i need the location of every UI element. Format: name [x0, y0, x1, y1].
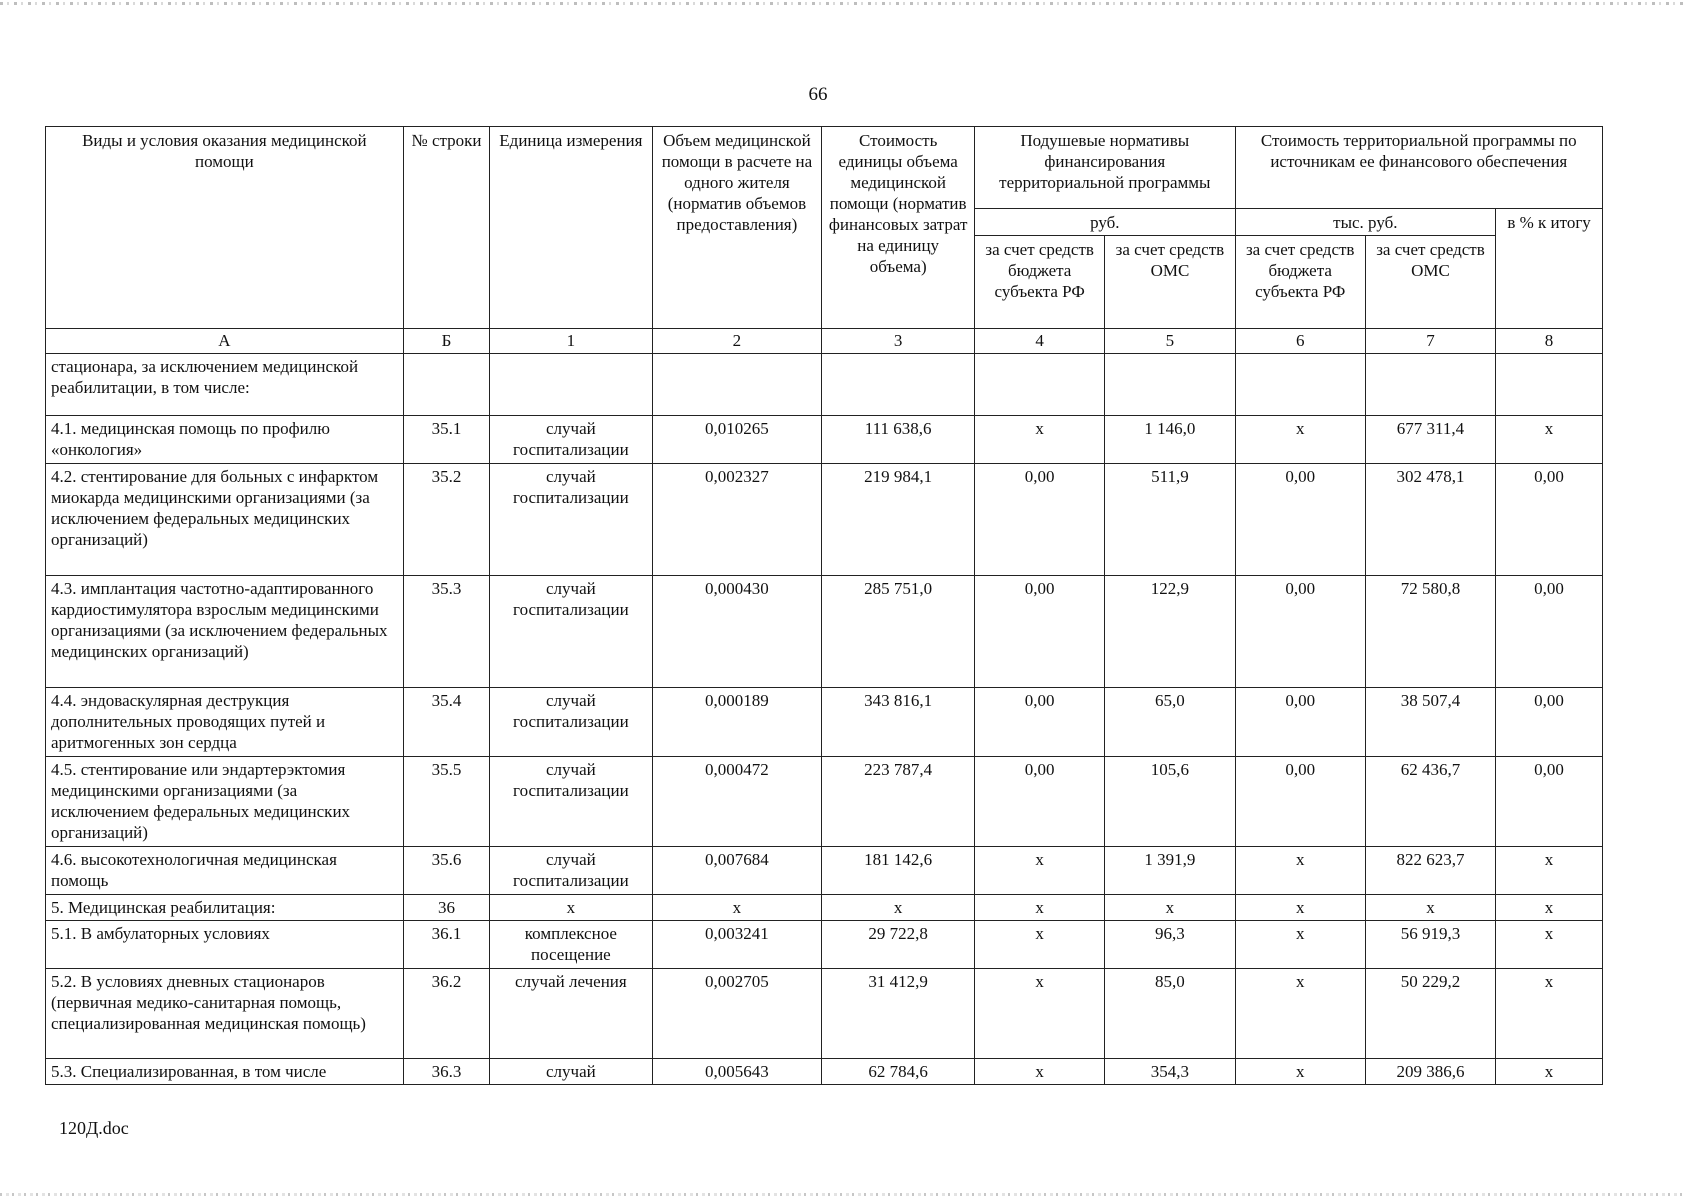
row-oms-thous: 677 311,4	[1365, 416, 1495, 464]
row-oms-thous: 38 507,4	[1365, 688, 1495, 757]
column-letter: 2	[652, 329, 822, 354]
column-letter: 7	[1365, 329, 1495, 354]
row-percent: x	[1496, 847, 1603, 895]
row-name: 5.3. Специализированная, в том числе	[46, 1059, 404, 1085]
financing-table	[45, 126, 1603, 1085]
row-oms-thous: 302 478,1	[1365, 464, 1495, 576]
header-unit-cost: Стоимость единицы объема медицинской помощи (норматив финансовых затрат на единицу объема)	[822, 127, 975, 329]
row-budget-rub: 0,00	[975, 688, 1105, 757]
header-budget-rub: за счет средств бюджета субъекта РФ	[975, 236, 1105, 329]
row-budget-thous: x	[1235, 895, 1365, 921]
row-oms-rub: 85,0	[1105, 969, 1235, 1059]
header-budget-thous: за счет средств бюджета субъекта РФ	[1235, 236, 1365, 329]
row-budget-thous	[1235, 354, 1365, 416]
row-line-number: 35.4	[403, 688, 489, 757]
row-name: 4.5. стентирование или эндартерэктомия медицинскими организациями (за исключением федеральных медицинских организаций)	[46, 757, 404, 847]
row-line-number: 36.1	[403, 921, 489, 969]
column-letter: Б	[403, 329, 489, 354]
header-percent-of-total: в % к итогу	[1496, 209, 1603, 329]
row-budget-thous: x	[1235, 416, 1365, 464]
header-volume: Объем медицинской помощи в расчете на одного жителя (норматив объемов предоставления)	[652, 127, 822, 329]
row-unit: случай госпитализации	[490, 464, 652, 576]
header-oms-rub: за счет средств ОМС	[1105, 236, 1235, 329]
row-oms-rub: 1 146,0	[1105, 416, 1235, 464]
row-name: 4.3. имплантация частотно-адаптированного кардиостимулятора взрослым медицинскими организациями (за исключением федеральных медицинских организаций)	[46, 576, 404, 688]
header-oms-thous: за счет средств ОМС	[1365, 236, 1495, 329]
row-line-number: 35.6	[403, 847, 489, 895]
header-thous-rub: тыс. руб.	[1235, 209, 1496, 236]
row-oms-thous: 56 919,3	[1365, 921, 1495, 969]
row-line-number: 35.2	[403, 464, 489, 576]
scan-edge-top	[0, 2, 1686, 5]
table-row	[46, 576, 1603, 688]
table-row	[46, 757, 1603, 847]
row-oms-thous: 72 580,8	[1365, 576, 1495, 688]
row-volume: 0,002327	[652, 464, 822, 576]
row-percent: x	[1496, 969, 1603, 1059]
row-budget-thous: x	[1235, 1059, 1365, 1085]
row-unit: случай госпитализации	[490, 416, 652, 464]
row-percent: 0,00	[1496, 464, 1603, 576]
row-volume: 0,007684	[652, 847, 822, 895]
row-budget-rub	[975, 354, 1105, 416]
row-volume: 0,005643	[652, 1059, 822, 1085]
row-unit: комплексное посещение	[490, 921, 652, 969]
row-budget-thous: x	[1235, 847, 1365, 895]
row-oms-rub: 65,0	[1105, 688, 1235, 757]
table-row	[46, 921, 1603, 969]
row-budget-rub: x	[975, 1059, 1105, 1085]
table-row	[46, 464, 1603, 576]
row-oms-thous: 50 229,2	[1365, 969, 1495, 1059]
row-volume: 0,003241	[652, 921, 822, 969]
table-row	[46, 969, 1603, 1059]
row-oms-rub: 105,6	[1105, 757, 1235, 847]
row-unit: случай госпитализации	[490, 576, 652, 688]
row-oms-thous: x	[1365, 895, 1495, 921]
row-volume: x	[652, 895, 822, 921]
row-volume: 0,000430	[652, 576, 822, 688]
row-oms-rub: 354,3	[1105, 1059, 1235, 1085]
row-line-number	[403, 354, 489, 416]
row-oms-rub: 1 391,9	[1105, 847, 1235, 895]
column-letter: 3	[822, 329, 975, 354]
row-line-number: 35.3	[403, 576, 489, 688]
row-oms-thous	[1365, 354, 1495, 416]
table-row	[46, 688, 1603, 757]
row-oms-rub: 122,9	[1105, 576, 1235, 688]
row-budget-thous: 0,00	[1235, 688, 1365, 757]
row-line-number: 35.5	[403, 757, 489, 847]
row-name: стационара, за исключением медицинской реабилитации, в том числе:	[46, 354, 404, 416]
row-line-number: 35.1	[403, 416, 489, 464]
row-percent: 0,00	[1496, 688, 1603, 757]
row-unit: случай госпитализации	[490, 688, 652, 757]
row-budget-rub: 0,00	[975, 757, 1105, 847]
row-budget-rub: x	[975, 921, 1105, 969]
row-budget-thous: 0,00	[1235, 464, 1365, 576]
table-row	[46, 895, 1603, 921]
row-percent: x	[1496, 416, 1603, 464]
row-percent	[1496, 354, 1603, 416]
row-name: 5.2. В условиях дневных стационаров (первичная медико-санитарная помощь, специализированная медицинская помощь)	[46, 969, 404, 1059]
row-volume: 0,010265	[652, 416, 822, 464]
row-budget-rub: x	[975, 416, 1105, 464]
row-volume: 0,002705	[652, 969, 822, 1059]
row-oms-thous: 822 623,7	[1365, 847, 1495, 895]
row-oms-thous: 62 436,7	[1365, 757, 1495, 847]
row-unit-cost: 343 816,1	[822, 688, 975, 757]
header-line-number: № строки	[403, 127, 489, 329]
row-unit: случай лечения	[490, 969, 652, 1059]
row-unit-cost	[822, 354, 975, 416]
row-budget-thous: 0,00	[1235, 576, 1365, 688]
scan-edge-bottom	[0, 1193, 1686, 1196]
row-name: 4.1. медицинская помощь по профилю «онкология»	[46, 416, 404, 464]
column-letter: 6	[1235, 329, 1365, 354]
row-volume: 0,000189	[652, 688, 822, 757]
row-budget-rub: x	[975, 895, 1105, 921]
row-volume: 0,000472	[652, 757, 822, 847]
row-unit-cost: 31 412,9	[822, 969, 975, 1059]
row-oms-rub	[1105, 354, 1235, 416]
row-unit-cost: x	[822, 895, 975, 921]
column-letter: 8	[1496, 329, 1603, 354]
row-percent: 0,00	[1496, 757, 1603, 847]
column-letter: 5	[1105, 329, 1235, 354]
row-budget-thous: 0,00	[1235, 757, 1365, 847]
header-program-cost: Стоимость территориальной программы по источникам ее финансового обеспечения	[1235, 127, 1602, 209]
column-letter: 1	[490, 329, 652, 354]
row-budget-rub: x	[975, 847, 1105, 895]
row-budget-rub: x	[975, 969, 1105, 1059]
row-unit-cost: 111 638,6	[822, 416, 975, 464]
row-unit: случай госпитализации	[490, 757, 652, 847]
column-letter: 4	[975, 329, 1105, 354]
row-oms-rub: 96,3	[1105, 921, 1235, 969]
row-name: 4.4. эндоваскулярная деструкция дополнительных проводящих путей и аритмогенных зон сердца	[46, 688, 404, 757]
table-row	[46, 354, 1603, 416]
row-budget-thous: x	[1235, 921, 1365, 969]
row-name: 4.2. стентирование для больных с инфарктом миокарда медицинскими организациями (за исключением федеральных медицинских организаций)	[46, 464, 404, 576]
header-per-capita-norms: Подушевые нормативы финансирования территориальной программы	[975, 127, 1236, 209]
header-row-top	[46, 127, 1603, 209]
header-kinds-of-care: Виды и условия оказания медицинской помощи	[46, 127, 404, 329]
row-line-number: 36	[403, 895, 489, 921]
row-oms-rub: 511,9	[1105, 464, 1235, 576]
row-unit: случай госпитализации	[490, 847, 652, 895]
row-unit-cost: 181 142,6	[822, 847, 975, 895]
table-row	[46, 847, 1603, 895]
row-unit-cost: 219 984,1	[822, 464, 975, 576]
row-unit-cost: 29 722,8	[822, 921, 975, 969]
row-name: 4.6. высокотехнологичная медицинская помощь	[46, 847, 404, 895]
table-row	[46, 1059, 1603, 1085]
row-unit-cost: 223 787,4	[822, 757, 975, 847]
row-line-number: 36.3	[403, 1059, 489, 1085]
column-letter: А	[46, 329, 404, 354]
row-budget-thous: x	[1235, 969, 1365, 1059]
row-oms-rub: x	[1105, 895, 1235, 921]
row-unit: случай	[490, 1059, 652, 1085]
header-rub: руб.	[975, 209, 1236, 236]
row-percent: 0,00	[1496, 576, 1603, 688]
column-letters-row	[46, 329, 1603, 354]
row-name: 5.1. В амбулаторных условиях	[46, 921, 404, 969]
row-line-number: 36.2	[403, 969, 489, 1059]
footer-filename: 120Д.doc	[59, 1118, 129, 1138]
row-unit	[490, 354, 652, 416]
row-volume	[652, 354, 822, 416]
page-number: 66	[808, 84, 828, 105]
row-percent: x	[1496, 1059, 1603, 1085]
row-name: 5. Медицинская реабилитация:	[46, 895, 404, 921]
row-unit-cost: 285 751,0	[822, 576, 975, 688]
table-row	[46, 416, 1603, 464]
row-oms-thous: 209 386,6	[1365, 1059, 1495, 1085]
row-budget-rub: 0,00	[975, 464, 1105, 576]
row-unit-cost: 62 784,6	[822, 1059, 975, 1085]
row-percent: x	[1496, 921, 1603, 969]
header-unit: Единица измерения	[490, 127, 652, 329]
row-unit: x	[490, 895, 652, 921]
row-percent: x	[1496, 895, 1603, 921]
row-budget-rub: 0,00	[975, 576, 1105, 688]
